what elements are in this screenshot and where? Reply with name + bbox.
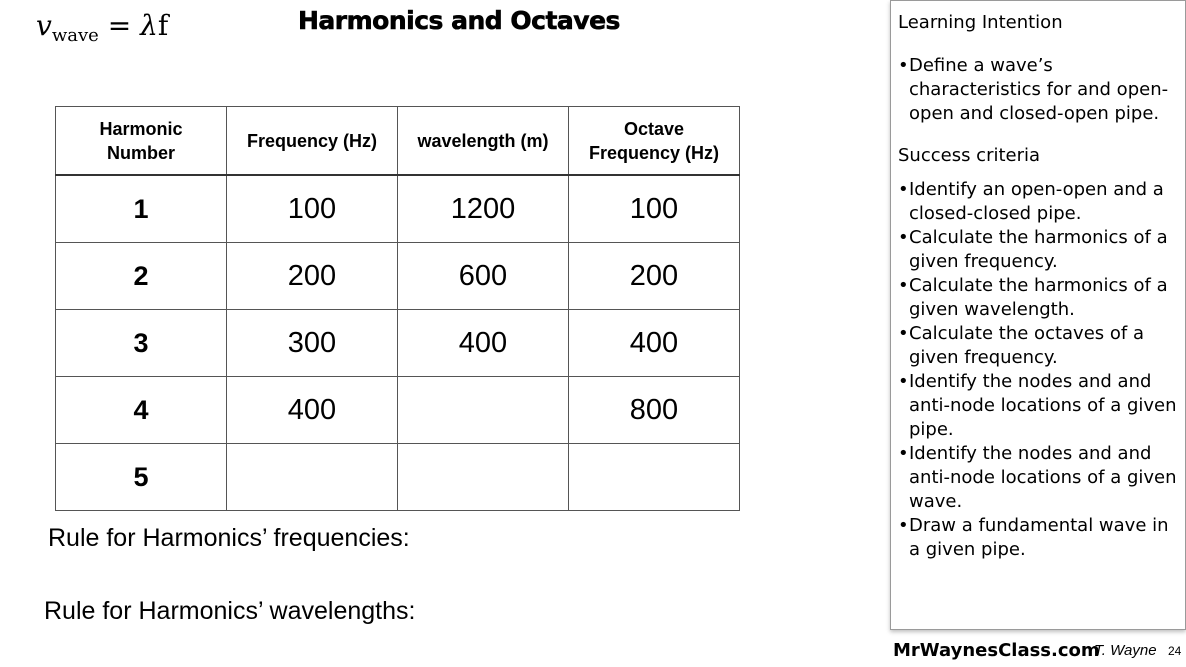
page-number: 24 — [1168, 644, 1182, 658]
list-item — [898, 274, 1180, 322]
wave-speed-formula — [36, 6, 168, 56]
header-octave-frequency — [569, 107, 740, 176]
list-item — [898, 54, 1180, 126]
wavelength-cell: 600 — [398, 243, 569, 310]
harmonic-number-cell: 5 — [56, 444, 227, 511]
header-wavelength: wavelength (m) — [398, 107, 569, 176]
list-item-text: Calculate the harmonics of a given frequency. — [909, 227, 1168, 272]
learning-panel — [890, 0, 1186, 630]
header-octave-frequency-text: Octave Frequency (Hz) — [588, 118, 720, 163]
frequency-cell: 300 — [227, 310, 398, 377]
bullet: • — [898, 443, 909, 464]
list-item — [898, 370, 1180, 442]
list-item — [898, 442, 1180, 514]
header-frequency: Frequency (Hz) — [227, 107, 398, 176]
list-item-text: Identify an open-open and a closed-closed pipe. — [909, 179, 1164, 224]
formula-v: v — [36, 9, 52, 42]
rule-frequencies: Rule for Harmonics’ frequencies: — [48, 524, 410, 552]
bullet: • — [898, 55, 909, 76]
octave-frequency-cell: 400 — [569, 310, 740, 377]
frequency-cell: 400 — [227, 377, 398, 444]
octave-frequency-cell: 200 — [569, 243, 740, 310]
list-item — [898, 514, 1180, 562]
formula-f: f — [157, 9, 169, 42]
table-row — [56, 243, 740, 310]
harmonic-number-cell: 1 — [56, 175, 227, 243]
formula-subscript: wave — [51, 25, 99, 46]
bullet: • — [898, 371, 909, 392]
harmonic-number-cell: 4 — [56, 377, 227, 444]
frequency-cell — [227, 444, 398, 511]
page-title: Harmonics and Octaves — [298, 6, 620, 35]
table-row — [56, 310, 740, 377]
list-item — [898, 178, 1180, 226]
list-item — [898, 322, 1180, 370]
harmonic-number-cell: 3 — [56, 310, 227, 377]
harmonic-number-cell: 2 — [56, 243, 227, 310]
wavelength-cell — [398, 377, 569, 444]
list-item-text: Calculate the octaves of a given frequency. — [909, 323, 1144, 368]
table-row — [56, 175, 740, 243]
list-item-text: Identify the nodes and and anti-node locations of a given pipe. — [909, 371, 1177, 440]
bullet: • — [898, 179, 909, 200]
list-item-text: Calculate the harmonics of a given wavelength. — [909, 275, 1168, 320]
author-credit: T. Wayne — [1094, 642, 1157, 659]
list-item-text: Define a wave’s characteristics for and open-open and closed-open pipe. — [909, 55, 1169, 124]
octave-frequency-cell: 100 — [569, 175, 740, 243]
learning-intention-list — [898, 54, 1180, 126]
success-criteria-list — [898, 178, 1180, 562]
table-row — [56, 377, 740, 444]
site-footer: MrWaynesClass.com — [893, 640, 1100, 661]
frequency-cell: 200 — [227, 243, 398, 310]
frequency-cell: 100 — [227, 175, 398, 243]
wavelength-cell: 400 — [398, 310, 569, 377]
formula-lambda: λ — [140, 9, 158, 42]
bullet: • — [898, 227, 909, 248]
formula-equals: = — [107, 9, 132, 42]
list-item — [898, 226, 1180, 274]
list-item-text: Identify the nodes and and anti-node locations of a given wave. — [909, 443, 1177, 512]
octave-frequency-cell — [569, 444, 740, 511]
bullet: • — [898, 323, 909, 344]
list-item-text: Draw a fundamental wave in a given pipe. — [909, 515, 1169, 560]
learning-intention-heading: Learning Intention — [898, 12, 1063, 33]
success-criteria-heading: Success criteria — [898, 145, 1041, 166]
header-harmonic-number-text: Harmonic Number — [99, 118, 183, 163]
bullet: • — [898, 515, 909, 536]
table-header-row — [56, 107, 740, 176]
wavelength-cell — [398, 444, 569, 511]
harmonics-table — [55, 106, 740, 511]
bullet: • — [898, 275, 909, 296]
wavelength-cell: 1200 — [398, 175, 569, 243]
rule-wavelengths: Rule for Harmonics’ wavelengths: — [44, 597, 416, 625]
octave-frequency-cell: 800 — [569, 377, 740, 444]
table-row — [56, 444, 740, 511]
header-harmonic-number — [56, 107, 227, 176]
